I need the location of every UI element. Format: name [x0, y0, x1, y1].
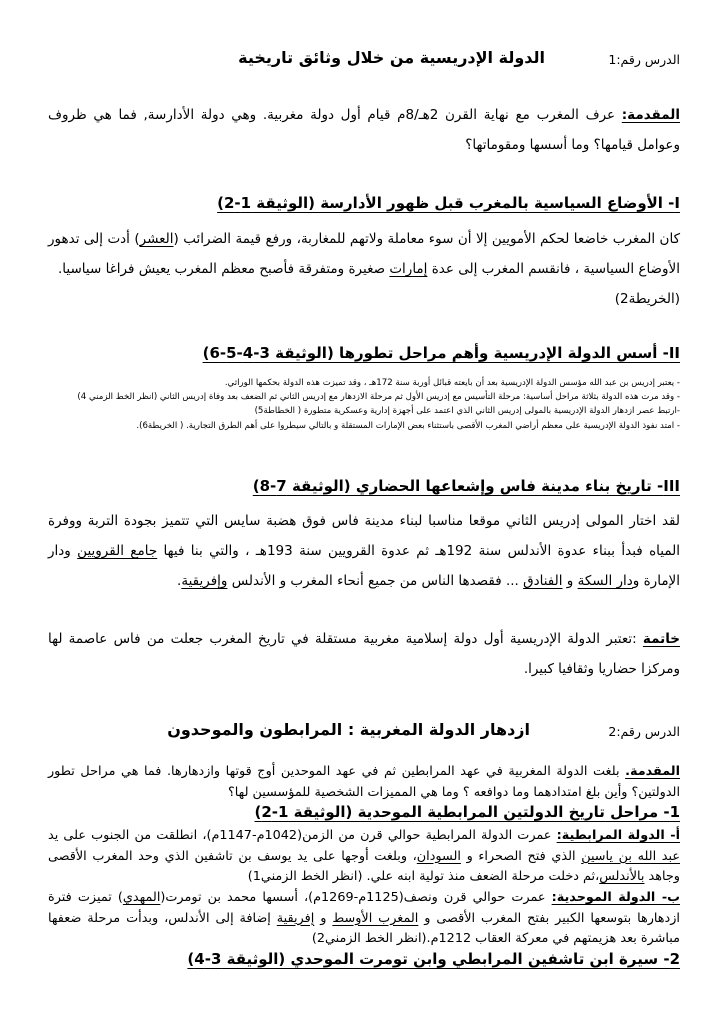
- lesson-number: الدرس رقم:1: [608, 52, 680, 67]
- list-item: - امتد نفوذ الدولة الإدريسية على معظم أراضي المغرب الأقصى باستثناء بعض الإمارات المستقلة و بالتالي سيطروا على أهم الطرق التجارية. ( الخريطة6).: [136, 420, 680, 431]
- text: و: [314, 910, 333, 926]
- introduction: [48, 762, 680, 803]
- text: ودار الإمارة و: [48, 543, 680, 589]
- conclusion: [48, 624, 680, 684]
- section-paragraph: [48, 224, 680, 314]
- key-term: إمارات: [389, 261, 428, 277]
- key-term: إفريقية: [276, 910, 315, 926]
- intro-text: بلغت الدولة المغربية في عهد المرابطين ثم في عهد الموحدين أوج قوتها وازدهارها. فما هي مراحل تطور الدولتين؟ وأين بلغ امتدادهما وما دوافعه ؟ وما هي المميزات الشخصية للمؤسسين لها؟: [48, 764, 680, 800]
- text: ،ثم دخلت مرحلة الضعف منذ تولية ابنه علي. (انظر الخط الزمني1): [247, 869, 600, 884]
- lesson-title: الدولة الإدريسية من خلال وثائق تاريخية: [238, 48, 545, 67]
- introduction: [48, 100, 680, 160]
- subsection-label: ب- الدولة الموحدية:: [551, 890, 680, 905]
- text: .: [177, 573, 182, 589]
- intro-text: عرف المغرب مع نهاية القرن 2هـ/8م قيام أول دولة مغربية. وهي دولة الأدارسة, فما هي ظروف وعوامل قيامها؟ وما أسسها ومقوماتها؟: [48, 107, 680, 153]
- key-term: المهدي: [122, 890, 161, 905]
- text: ... فقصدها الناس من جميع أنحاء المغرب و الأندلس: [227, 573, 524, 589]
- text: ) تميزت فترة ازدهارها بتوسعها الكبير بفتح المغرب الأقصى و: [48, 890, 680, 926]
- text: عمرت الدولة المرابطية حوالي قرن من الزمن(1042م-1147م)، انطلقت من الجنوب على يد: [48, 828, 557, 843]
- text: لقد اختار المولى إدريس الثاني موقعا مناسبا لبناء مدينة فاس فوق هضبة سايس التي تتميز بجودة التربة ووفرة المياه فبدأ ببناء عدوة الأندلس سنة 192هـ ثم عدوة القرويين سنة 193هـ ، والتي بنا فيها: [48, 513, 681, 559]
- section-heading: I- الأوضاع السياسية بالمغرب قبل ظهور الأدارسة (الوثيقة 1-2): [217, 194, 680, 212]
- conclusion-label: خاتمة: [642, 631, 680, 647]
- text: و: [562, 573, 578, 589]
- text: ، وبلغت أوجها على يد يوسف بن تاشفين الذي وحد المغرب الأقصى وجاهد: [48, 848, 680, 884]
- text: صغيرة ومتفرقة فأصبح معظم المغرب يعيش فراغا سياسيا.: [58, 261, 390, 277]
- list-item: - وقد مرت هذه الدولة بثلاثة مراحل أساسية: مرحلة التأسيس مع إدريس الأول ثم مرحلة الازدهار مع إدريس الثاني ثم الضعف بعد وفاة إدريس الثاني (انظر الخط الزمني 4): [77, 392, 680, 403]
- lesson2-title-row: [48, 720, 680, 746]
- lesson1-title-row: [48, 48, 680, 74]
- text: إضافة إلى الأندلس، وبدأت مرحلة ضعفها مباشرة بعد هزيمتهم في معركة العقاب 1212م.(انظر الخط الزمني2): [48, 910, 680, 946]
- map-reference: (الخريطة2): [614, 291, 680, 307]
- key-term: المغرب الأوسط: [332, 910, 419, 926]
- text: عمرت حوالي قرن ونصف(1125م-1269م)، أسسها محمد بن تومرت(: [160, 890, 552, 905]
- key-term: دار السكة: [577, 573, 633, 589]
- lesson-title: ازدهار الدولة المغربية : المرابطون والموحدون: [167, 720, 530, 739]
- section-heading: 2- سيرة ابن تاشفين المرابطي وابن تومرت الموحدي (الوثيقة 3-4): [187, 950, 680, 968]
- section-heading: 1- مراحل تاريخ الدولتين المرابطية الموحدية (الوثيقة 1-2): [254, 803, 680, 821]
- key-term: الفنادق: [523, 573, 563, 589]
- key-term: بالأندلس: [599, 869, 645, 884]
- lesson-number: الدرس رقم:2: [608, 724, 680, 739]
- key-term: جامع القرويين: [77, 543, 158, 559]
- bullet-list: [48, 376, 680, 433]
- subsection-almoravid: [48, 826, 680, 888]
- key-term: عبد الله بن ياسين: [581, 848, 680, 864]
- list-item: - يعتبر إدريس بن عبد الله مؤسس الدولة الإدريسية بعد أن بايعته قبائل أوربة سنة 172هـ ، وقد تميزت هذه الدولة بحكمها الوراثي.: [224, 378, 680, 388]
- list-item: -ارتبط عصر ازدهار الدولة الإدريسية بالمولى إدريس الثاني الذي اعتمد على أجهزة إدارية وعسكرية متطورة ( الخطاطة5): [254, 406, 680, 417]
- text: ) أدت إلى تدهور الأوضاع السياسية ، فانقسم المغرب إلى عدة: [48, 231, 680, 277]
- key-term: السودان: [416, 848, 461, 864]
- text: كان المغرب خاضعا لحكم الأمويين إلا أن سوء معاملة ولاتهم للمغاربة، ورفع قيمة الضرائب (: [173, 231, 680, 247]
- intro-label: المقدمة:: [621, 107, 680, 123]
- text: الذي فتح الصحراء و: [460, 848, 582, 864]
- subsection-almohad: [48, 888, 680, 950]
- key-term: وإفريقية: [181, 573, 228, 589]
- section-heading: III- تاريخ بناء مدينة فاس وإشعاعها الحضاري (الوثيقة 7-8): [252, 477, 680, 495]
- subsection-label: أ- الدولة المرابطية:: [556, 828, 680, 843]
- key-term: العشر: [139, 231, 174, 247]
- section-heading: II- أسس الدولة الإدريسية وأهم مراحل تطورها (الوثيقة 3-4-5-6): [202, 344, 680, 362]
- conclusion-text: :تعتبر الدولة الإدريسية أول دولة إسلامية مغربية مستقلة في تاريخ المغرب جعلت من فاس عاصمة لها ومركزا حضاريا وثقافيا كبيرا.: [48, 631, 680, 677]
- intro-label: المقدمة.: [625, 764, 680, 779]
- section-paragraph: [48, 506, 680, 596]
